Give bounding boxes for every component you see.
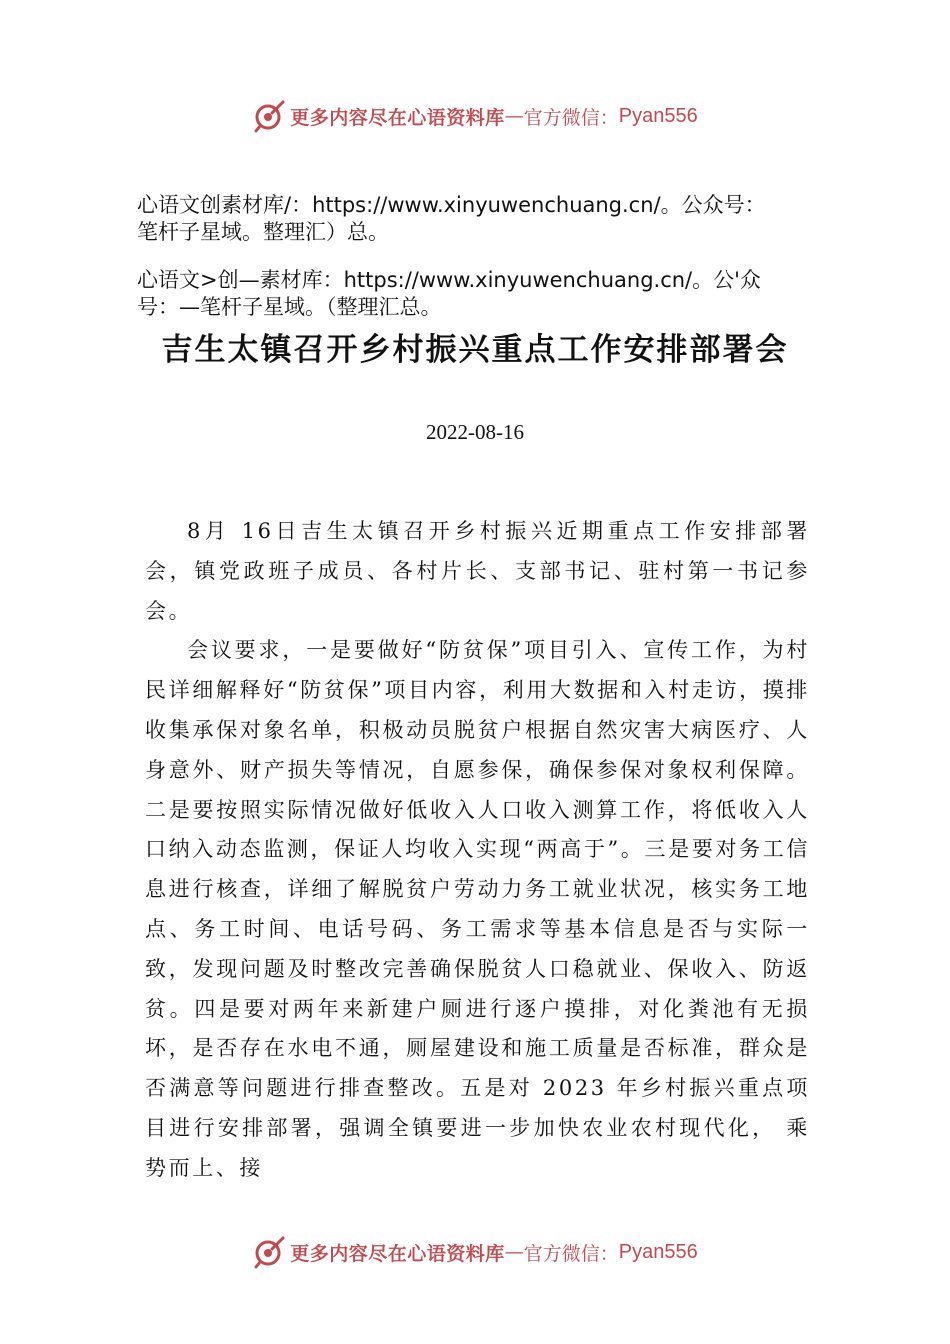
paragraph-2: 会议要求，一是要做好“防贫保”项目引入、宣传工作，为村民详细解释好“防贫保”项目内容，利用大数据和入村走访，摸排收集承保对象名单，积极动员脱贫户根据自然灾害大病医疗、人身意外、财产损失等情况，自愿参保，确保参保对象权利保障。二是要按照实际情况做好低收入人口收入测算工作，将低收入人口纳入动态监测，保证人均收入实现“两高于”。三是要对务工信息进行核查，详细了解脱贫户劳动力务工就业状况，核实务工地点、务工时间、电话号码、务工需求等基本信息是否与实际一致，发现问题及时整改完善确保脱贫人口稳就业、保收入、防返贫。四是要对两年来新建户厕进行逐户摸排，对化粪池有无损坏，是否存在水电不通，厕屋建设和施工质量是否标准，群众是否满意等问题进行排查整改。五是对 2023 年乡村振兴重点项目进行安排部署，强调全镇要进一步加快农业农村现代化， 乘势而上、接 — [145, 638, 810, 1180]
watermark-text: 更多内容尽在心语资料库 — [290, 106, 505, 129]
watermark-wechat-label: 官方微信： — [523, 106, 619, 129]
watermark-wechat-label: 官方微信： — [523, 1242, 619, 1265]
pen-logo-icon — [252, 1235, 286, 1269]
footer-watermark — [0, 1232, 950, 1272]
source-line-2: 心语文>创—素材库：https://www.xinyuwenchuang.cn/。公'众 号：—笔杆子星域。（整理汇总。 — [137, 268, 761, 319]
source-line-1: 心语文创素材库/：https://www.xinyuwenchuang.cn/。公众号： 笔杆子星域。整理汇）总。 — [137, 193, 766, 244]
watermark-dash: — — [504, 1241, 524, 1263]
article-title: 吉生太镇召开乡村振兴重点工作安排部署会 — [161, 332, 789, 368]
watermark-wechat-id: Pyan556 — [618, 1240, 698, 1263]
header-watermark — [0, 96, 950, 136]
watermark-wechat-id: Pyan556 — [618, 104, 698, 127]
watermark-text: 更多内容尽在心语资料库 — [290, 1242, 505, 1265]
pen-logo-icon — [252, 99, 286, 133]
article-date: 2022-08-16 — [426, 420, 524, 444]
watermark-dash: — — [504, 105, 524, 127]
article-body — [145, 512, 810, 1189]
paragraph-1: 8月 16日吉生太镇召开乡村振兴近期重点工作安排部署会，镇党政班子成员、各村片长、支部书记、驻村第一书记参会。 — [145, 519, 810, 623]
